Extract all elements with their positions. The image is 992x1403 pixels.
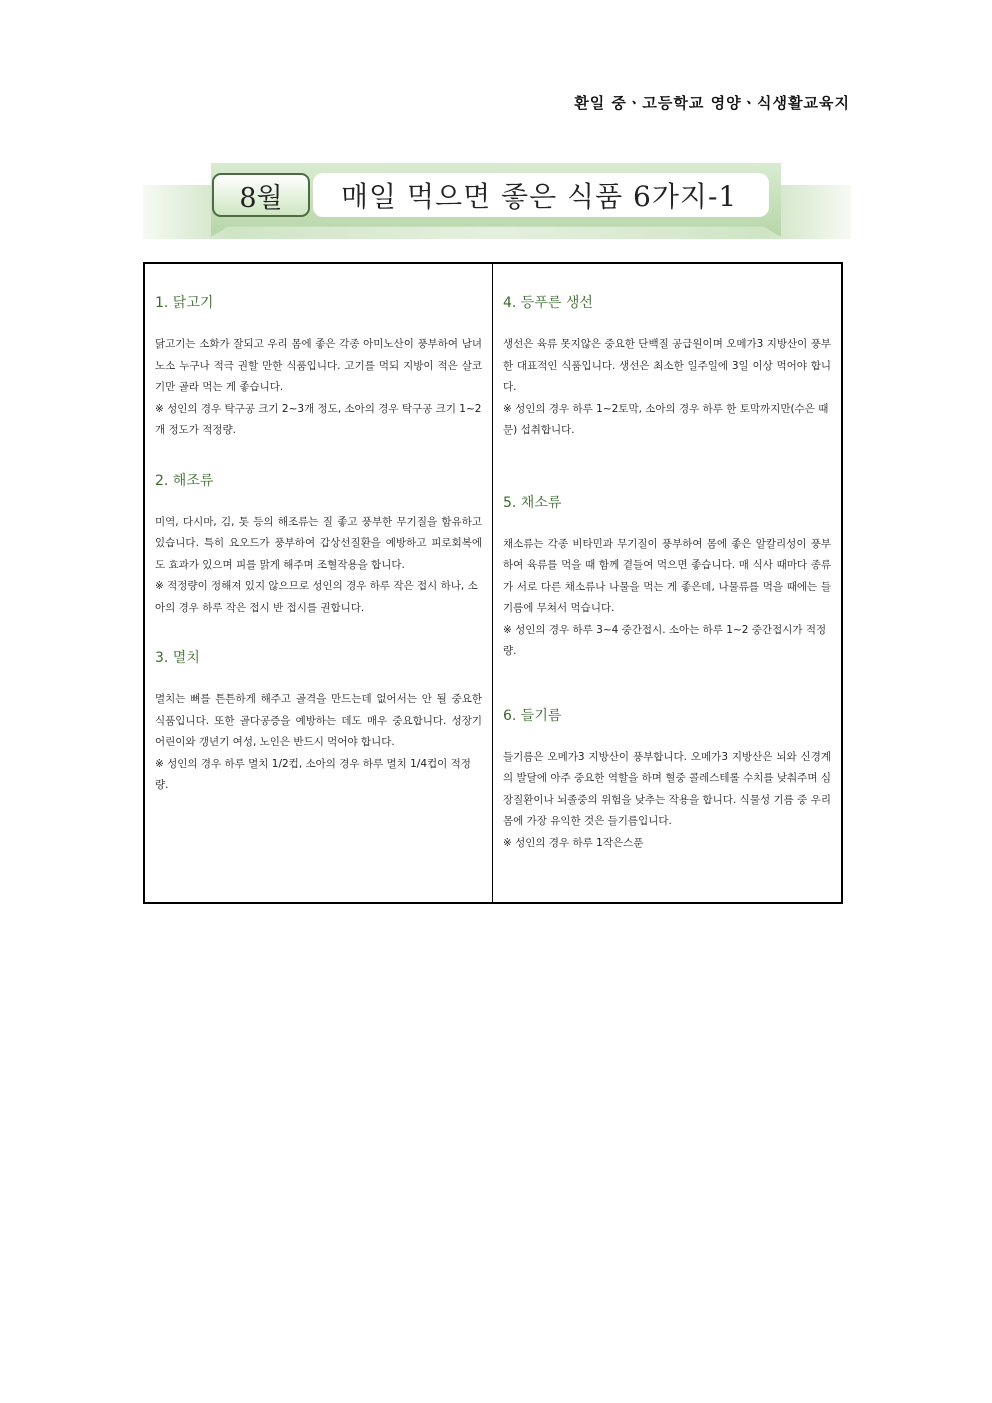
section-vegetables — [503, 494, 831, 663]
section-body: 미역, 다시마, 김, 톳 등의 해조류는 질 좋고 풍부한 무기질을 함유하고 있습니다. 특히 요오드가 풍부하여 갑상선질환을 예방하고 피로회복에도 효과가 있으며 피를 맑게 해주며 조혈작용을 합니다. — [155, 515, 482, 571]
section-anchovy — [155, 649, 482, 797]
section-title: 4. 등푸른 생선 — [503, 295, 593, 311]
right-column — [493, 264, 841, 902]
section-body: 들기름은 오메가3 지방산이 풍부합니다. 오메가3 지방산은 뇌와 신경계의 발달에 아주 중요한 역할을 하며 혈중 콜레스테롤 수치를 낮춰주며 심장질환이나 뇌졸중의 위험을 낮추는 작용을 합니다. 식물성 기름 중 우리 몸에 가장 유익한 것은 들기름입니다. — [503, 750, 831, 827]
section-chicken — [155, 294, 482, 442]
month-label: 8월 — [212, 173, 310, 217]
section-body: 채소류는 각종 비타민과 무기질이 풍부하여 몸에 좋은 알칼리성이 풍부하여 육류를 먹을 때 함께 곁들여 먹으면 좋습니다. 매 식사 때마다 종류가 서로 다른 채소류나 나물을 먹는 게 좋은데, 나물류를 먹을 때에는 들기름에 무쳐서 먹습니다. — [503, 537, 831, 614]
section-note: ※ 성인의 경우 탁구공 크기 2~3개 정도, 소아의 경우 탁구공 크기 1~2개 정도가 적정량. — [155, 402, 482, 436]
section-body: 멸치는 뼈를 튼튼하게 해주고 골격을 만드는데 없어서는 안 될 중요한 식품입니다. 또한 골다공증을 예방하는 데도 매우 중요합니다. 성장기 어린이와 갱년기 여성, 노인은 반드시 먹어야 합니다. — [155, 693, 482, 748]
section-body: 생선은 육류 못지않은 중요한 단백질 공급원이며 오메가3 지방산이 풍부한 대표적인 식품입니다. 생선은 최소한 일주일에 3일 이상 먹어야 합니다. — [503, 338, 831, 393]
page-title: 매일 먹으면 좋은 식품 6가지-1 — [313, 173, 769, 217]
left-column — [145, 264, 493, 902]
section-title: 3. 멸치 — [155, 650, 200, 666]
content-table — [143, 262, 843, 904]
section-note: ※ 적정량이 정해져 있지 않으므로 성인의 경우 하루 작은 접시 하나, 소아의 경우 하루 작은 접시 반 접시를 권합니다. — [155, 580, 478, 614]
section-note: ※ 성인의 경우 하루 멸치 1/2컵, 소아의 경우 하루 멸치 1/4컵이 적정량. — [155, 757, 471, 791]
section-title: 6. 들기름 — [503, 707, 562, 724]
section-title: 5. 채소류 — [503, 494, 562, 511]
title-banner — [143, 163, 851, 241]
section-note: ※ 성인의 경우 하루 1~2토막, 소아의 경우 하루 한 토막까지만(수은 때문) 섭취합니다. — [503, 402, 829, 436]
section-note: ※ 성인의 경우 하루 3~4 중간접시. 소아는 하루 1~2 중간접시가 적정량. — [503, 623, 827, 657]
section-body: 닭고기는 소화가 잘되고 우리 몸에 좋은 각종 아미노산이 풍부하여 남녀노소 누구나 적극 권할 만한 식품입니다. 고기를 먹되 지방이 적은 살코기만 골라 먹는 게 좋습니다. — [155, 338, 482, 393]
school-newsletter-title: 환일 중ㆍ고등학교 영양ㆍ식생활교육지 — [574, 94, 850, 112]
section-title: 2. 해조류 — [155, 472, 214, 489]
section-title: 1. 닭고기 — [155, 295, 214, 311]
section-seaweed — [155, 472, 482, 620]
section-perilla-oil — [503, 707, 831, 855]
section-bluefish — [503, 294, 831, 442]
section-note: ※ 성인의 경우 하루 1작은스푼 — [503, 836, 644, 849]
